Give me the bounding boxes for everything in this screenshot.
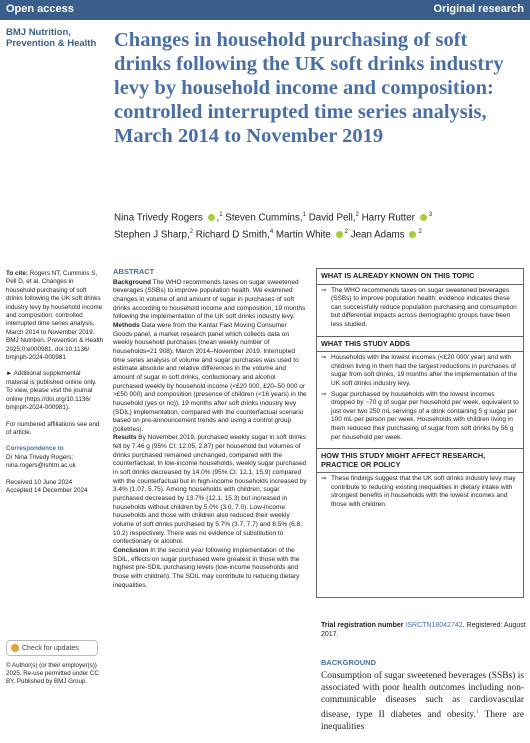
- affect-list: [317, 473, 523, 515]
- affiliation-marker: 1: [219, 212, 223, 218]
- affiliation-marker: 2: [344, 229, 348, 236]
- reference-link[interactable]: 1: [475, 709, 479, 715]
- article-type-label: Original research: [433, 3, 524, 15]
- author-name[interactable]: Martin White: [273, 229, 331, 241]
- author-line-1: [114, 208, 524, 225]
- background-paragraph: Consumption of sugar sweetened beverages (SSBs) is associated with poor health outcomes including non-communicable diseases such as cardiovascular disease, type II diabetes and obesity.: [321, 671, 524, 721]
- abstract-results: [113, 434, 307, 547]
- author-line-2: [114, 225, 524, 242]
- separator: ,: [216, 212, 220, 224]
- orcid-icon[interactable]: [208, 214, 215, 221]
- author-name[interactable]: Richard D Smith,: [193, 229, 270, 241]
- list-item: ⇒ These findings suggest that the UK soft drinks industry levy may contribute to reducing existing inequalities in dietary intake with strongest benefits in households with the lowest incomes and those with children.: [321, 475, 519, 509]
- trial-registration: [321, 621, 526, 639]
- cite-label: To cite:: [6, 270, 28, 277]
- affiliation-marker: 2: [189, 229, 194, 236]
- abstract-methods-label: Methods: [113, 321, 140, 329]
- citation-block: [6, 270, 104, 362]
- affiliations-note: For numbered affiliations see end of article.: [6, 420, 100, 436]
- abstract-background-text: The WHO recommends taxes on sugar sweetened beverages (SSBs) to improve population health. We examined changes in volume of and amount of sugar in purchases of soft drinks according to household income and composition, 19 months following the implementation of the UK soft drinks industry levy.: [113, 278, 306, 321]
- affiliation-marker: 4: [269, 229, 274, 236]
- trial-label: Trial registration number: [321, 622, 404, 629]
- abstract: [113, 268, 307, 590]
- abstract-heading: ABSTRACT: [113, 267, 155, 276]
- author-list: [114, 208, 524, 243]
- adds-heading: WHAT THIS STUDY ADDS: [317, 336, 523, 353]
- background-heading: BACKGROUND: [321, 658, 376, 667]
- accepted-date: Accepted 14 December 2024: [6, 486, 88, 494]
- key-messages-box: [316, 268, 524, 598]
- author-name[interactable]: Nina Trivedy Rogers: [114, 212, 203, 224]
- copyright-notice: © Author(s) (or their employer(s)) 2025. Re-use permitted under CC BY. Published by BMJ Group.: [6, 662, 99, 685]
- list-item: ⇒ The WHO recommends taxes on sugar sweetened beverages (SSBs) to improve population health; evidence indicates these can successfully reduce population purchasing and consumption but differential impacts across demographic groups have been less studied.: [321, 287, 519, 330]
- author-name[interactable]: Steven Cummins,: [222, 212, 303, 224]
- author-name[interactable]: Harry Rutter: [358, 212, 415, 224]
- list-item: ⇒ Households with the lowest incomes (<£20 000/ year) and with children living in them had the largest reductions in purchases of sugar from soft drinks, 19 months after the implementation of the UK soft drinks industry levy.: [321, 354, 519, 388]
- orcid-icon[interactable]: [409, 231, 416, 238]
- trial-registered-text: . Registered: August 2017.: [321, 622, 526, 638]
- affiliation-marker: 2: [418, 229, 422, 236]
- abstract-background-label: Background: [113, 278, 151, 286]
- affiliation-marker: 1: [302, 212, 306, 218]
- author-name[interactable]: David Pell,: [305, 212, 356, 224]
- article-title: Changes in household purchasing of soft drinks following the UK soft drinks industry levy by household income and composition: controlled interrupted time series analysis, March 2014 to November 2019: [114, 29, 504, 147]
- journal-name-line1: BMJ Nutrition,: [6, 27, 71, 38]
- abstract-methods: [113, 322, 307, 435]
- affiliation-marker: 3: [428, 212, 433, 218]
- top-banner: [0, 0, 530, 20]
- abstract-conclusion: [113, 547, 307, 590]
- affiliation-marker: 2: [355, 212, 359, 218]
- journal-name: [6, 27, 106, 49]
- known-heading: WHAT IS ALREADY KNOWN ON THIS TOPIC: [317, 269, 523, 285]
- background-paragraph-cont: There are inequalities: [321, 710, 524, 733]
- journal-name-line2: Prevention & Health: [6, 38, 97, 49]
- abstract-conclusion-label: Conclusion: [113, 547, 149, 554]
- orcid-icon[interactable]: [420, 214, 427, 221]
- abstract-background: [113, 279, 307, 322]
- background-text: [321, 670, 524, 733]
- author-name[interactable]: Stephen J Sharp,: [114, 229, 190, 241]
- adds-list: [317, 352, 523, 448]
- correspondence-text[interactable]: Dr Nina Trivedy Rogers; nina.rogers@lshtm.ac.uk: [6, 453, 76, 470]
- affect-heading: HOW THIS STUDY MIGHT AFFECT RESEARCH, PRACTICE OR POLICY: [317, 448, 523, 473]
- list-item: ⇒ Sugar purchased by households with the lowest incomes dropped by ~70 g of sugar per household per week, equivalent to just over two 250 mL servings of a drink containing 5 g sugar per 100 mL per person per week. Households with children living in them reduced their purchasing of sugar from soft drinks by 56 g per household per week.: [321, 391, 519, 443]
- article-sidebar: [6, 270, 104, 495]
- dates-block: [6, 479, 104, 496]
- abstract-conclusion-text: In the second year following implementation of the SDIL, effects on sugar purchased were greatest in those with the highest pre-SDIL purchasing levels (low-income households and those with children). The SDIL may contribute to reducing dietary inequalities.: [113, 547, 300, 589]
- known-list: [317, 285, 523, 336]
- abstract-results-text: By November 2019, purchased weekly sugar in soft drinks fell by 7.46 g (95% CI: 12.05, 2.87) per household but volumes of drinks purchased remained unchanged, compared with the counterfactual. In low-income households, weekly sugar purchased in soft drinks decreased by 14.0% (95% CI: 12.1, 15.9) compared with the counterfactual but in high-income households increased by 3.4% (1.07, 5.75). Among households with children, sugar purchased decreased by 13.7% (12.1, 15.3) but increased in households without children by 5.0% (3.0, 7.0). Low-income households and those with children also reduced their weekly volume of soft drinks purchased by 5.7% (3.7, 7.7) and 8.5% (6.8, 10.2) respectively. There was no evidence of substitution to confectionary or alcohol.: [113, 434, 307, 546]
- open-access-label: Open access: [6, 3, 74, 15]
- supplemental-note[interactable]: ► Additional supplemental material is published online only. To view, please visit the journal online (https://doi.org/10.1136/ bmjnph-2024-000981).: [6, 370, 97, 412]
- received-date: Received 10 June 2024: [6, 478, 73, 486]
- abstract-results-label: Results: [113, 434, 137, 442]
- correspondence-heading: Correspondence to: [6, 445, 64, 453]
- author-name[interactable]: Jean Adams: [347, 229, 405, 241]
- cite-text: Rogers NT, Cummins S, Pell D, et al. Changes in household purchasing of soft drinks following the UK soft drinks industry levy by household income and composition: controlled interrupted time series analysis, March 2014 to November 2019. BMJ Nutrition, Prevention & Health 2025;0:e000981. doi:10.1136/ bmjnph-2024-000981: [6, 270, 104, 362]
- abstract-methods-text: Data were from the Kantar Fast Moving Consumer Goods panel, a market research panel which collects data on weekly household purchases (mean weekly number of households=21 908), March 2014–November 2019. Interrupted time series analysis of volume and sugar purchases was used to estimate absolute and relative differences in the volume and amount of sugar in soft drinks, confectionary and alcohol purchased weekly by household income (<£20 000, £20–50 000 or >£50 000) and composition (presence of children (<16 years) in the household (yes or no)), 19 months after soft drinks industry levy (SDIL) implementation, compared with the counterfactual scenario based on pre-announcement trends and using a control group (toiletries).: [113, 321, 307, 433]
- orcid-icon[interactable]: [336, 231, 343, 238]
- trial-number-link[interactable]: ISRCTN18042742: [405, 622, 463, 629]
- check-for-updates-label: Check for updates: [22, 644, 79, 652]
- updates-icon: [11, 644, 19, 652]
- check-for-updates-button[interactable]: [6, 640, 98, 656]
- correspondence-block: [6, 445, 104, 470]
